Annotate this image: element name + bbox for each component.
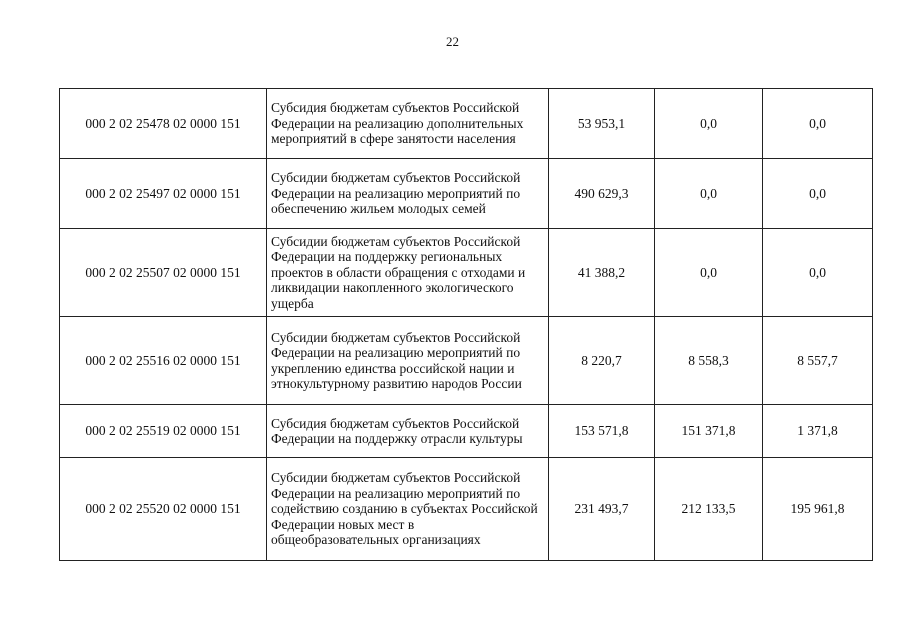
- table-row: [60, 89, 873, 159]
- budget-code-cell: 000 2 02 25516 02 0000 151: [60, 317, 267, 405]
- value-year2-cell: 212 133,5: [655, 458, 763, 561]
- value-year3-cell: 8 557,7: [763, 317, 873, 405]
- value-year2-cell: 0,0: [655, 89, 763, 159]
- table-row: [60, 405, 873, 458]
- table-row: [60, 458, 873, 561]
- page-number: 22: [446, 34, 459, 49]
- value-year1-cell: 53 953,1: [549, 89, 655, 159]
- description-cell: Субсидия бюджетам субъектов Российской Федерации на реализацию дополнительных мероприятий в сфере занятости населения: [267, 89, 549, 159]
- value-year3-cell: 0,0: [763, 229, 873, 317]
- budget-code-cell: 000 2 02 25497 02 0000 151: [60, 159, 267, 229]
- value-year3-cell: 0,0: [763, 159, 873, 229]
- description-cell: Субсидии бюджетам субъектов Российской Федерации на поддержку региональных проектов в области обращения с отходами и ликвидации накопленного экологического ущерба: [267, 229, 549, 317]
- budget-code-cell: 000 2 02 25507 02 0000 151: [60, 229, 267, 317]
- description-cell: Субсидии бюджетам субъектов Российской Федерации на реализацию мероприятий по укреплению единства российской нации и этнокультурному развитию народов России: [267, 317, 549, 405]
- value-year1-cell: 8 220,7: [549, 317, 655, 405]
- budget-table: [59, 88, 873, 561]
- description-cell: Субсидии бюджетам субъектов Российской Федерации на реализацию мероприятий по обеспечению жильем молодых семей: [267, 159, 549, 229]
- table-row: [60, 317, 873, 405]
- value-year1-cell: 41 388,2: [549, 229, 655, 317]
- table-row: [60, 229, 873, 317]
- value-year3-cell: 0,0: [763, 89, 873, 159]
- description-cell: Субсидии бюджетам субъектов Российской Федерации на реализацию мероприятий по содействию созданию в субъектах Российской Федерации новых мест в общеобразовательных организациях: [267, 458, 549, 561]
- value-year1-cell: 153 571,8: [549, 405, 655, 458]
- value-year2-cell: 0,0: [655, 159, 763, 229]
- budget-code-cell: 000 2 02 25520 02 0000 151: [60, 458, 267, 561]
- value-year3-cell: 195 961,8: [763, 458, 873, 561]
- value-year1-cell: 231 493,7: [549, 458, 655, 561]
- description-cell: Субсидия бюджетам субъектов Российской Федерации на поддержку отрасли культуры: [267, 405, 549, 458]
- value-year2-cell: 151 371,8: [655, 405, 763, 458]
- value-year1-cell: 490 629,3: [549, 159, 655, 229]
- value-year2-cell: 0,0: [655, 229, 763, 317]
- budget-code-cell: 000 2 02 25519 02 0000 151: [60, 405, 267, 458]
- value-year3-cell: 1 371,8: [763, 405, 873, 458]
- table-row: [60, 159, 873, 229]
- value-year2-cell: 8 558,3: [655, 317, 763, 405]
- budget-code-cell: 000 2 02 25478 02 0000 151: [60, 89, 267, 159]
